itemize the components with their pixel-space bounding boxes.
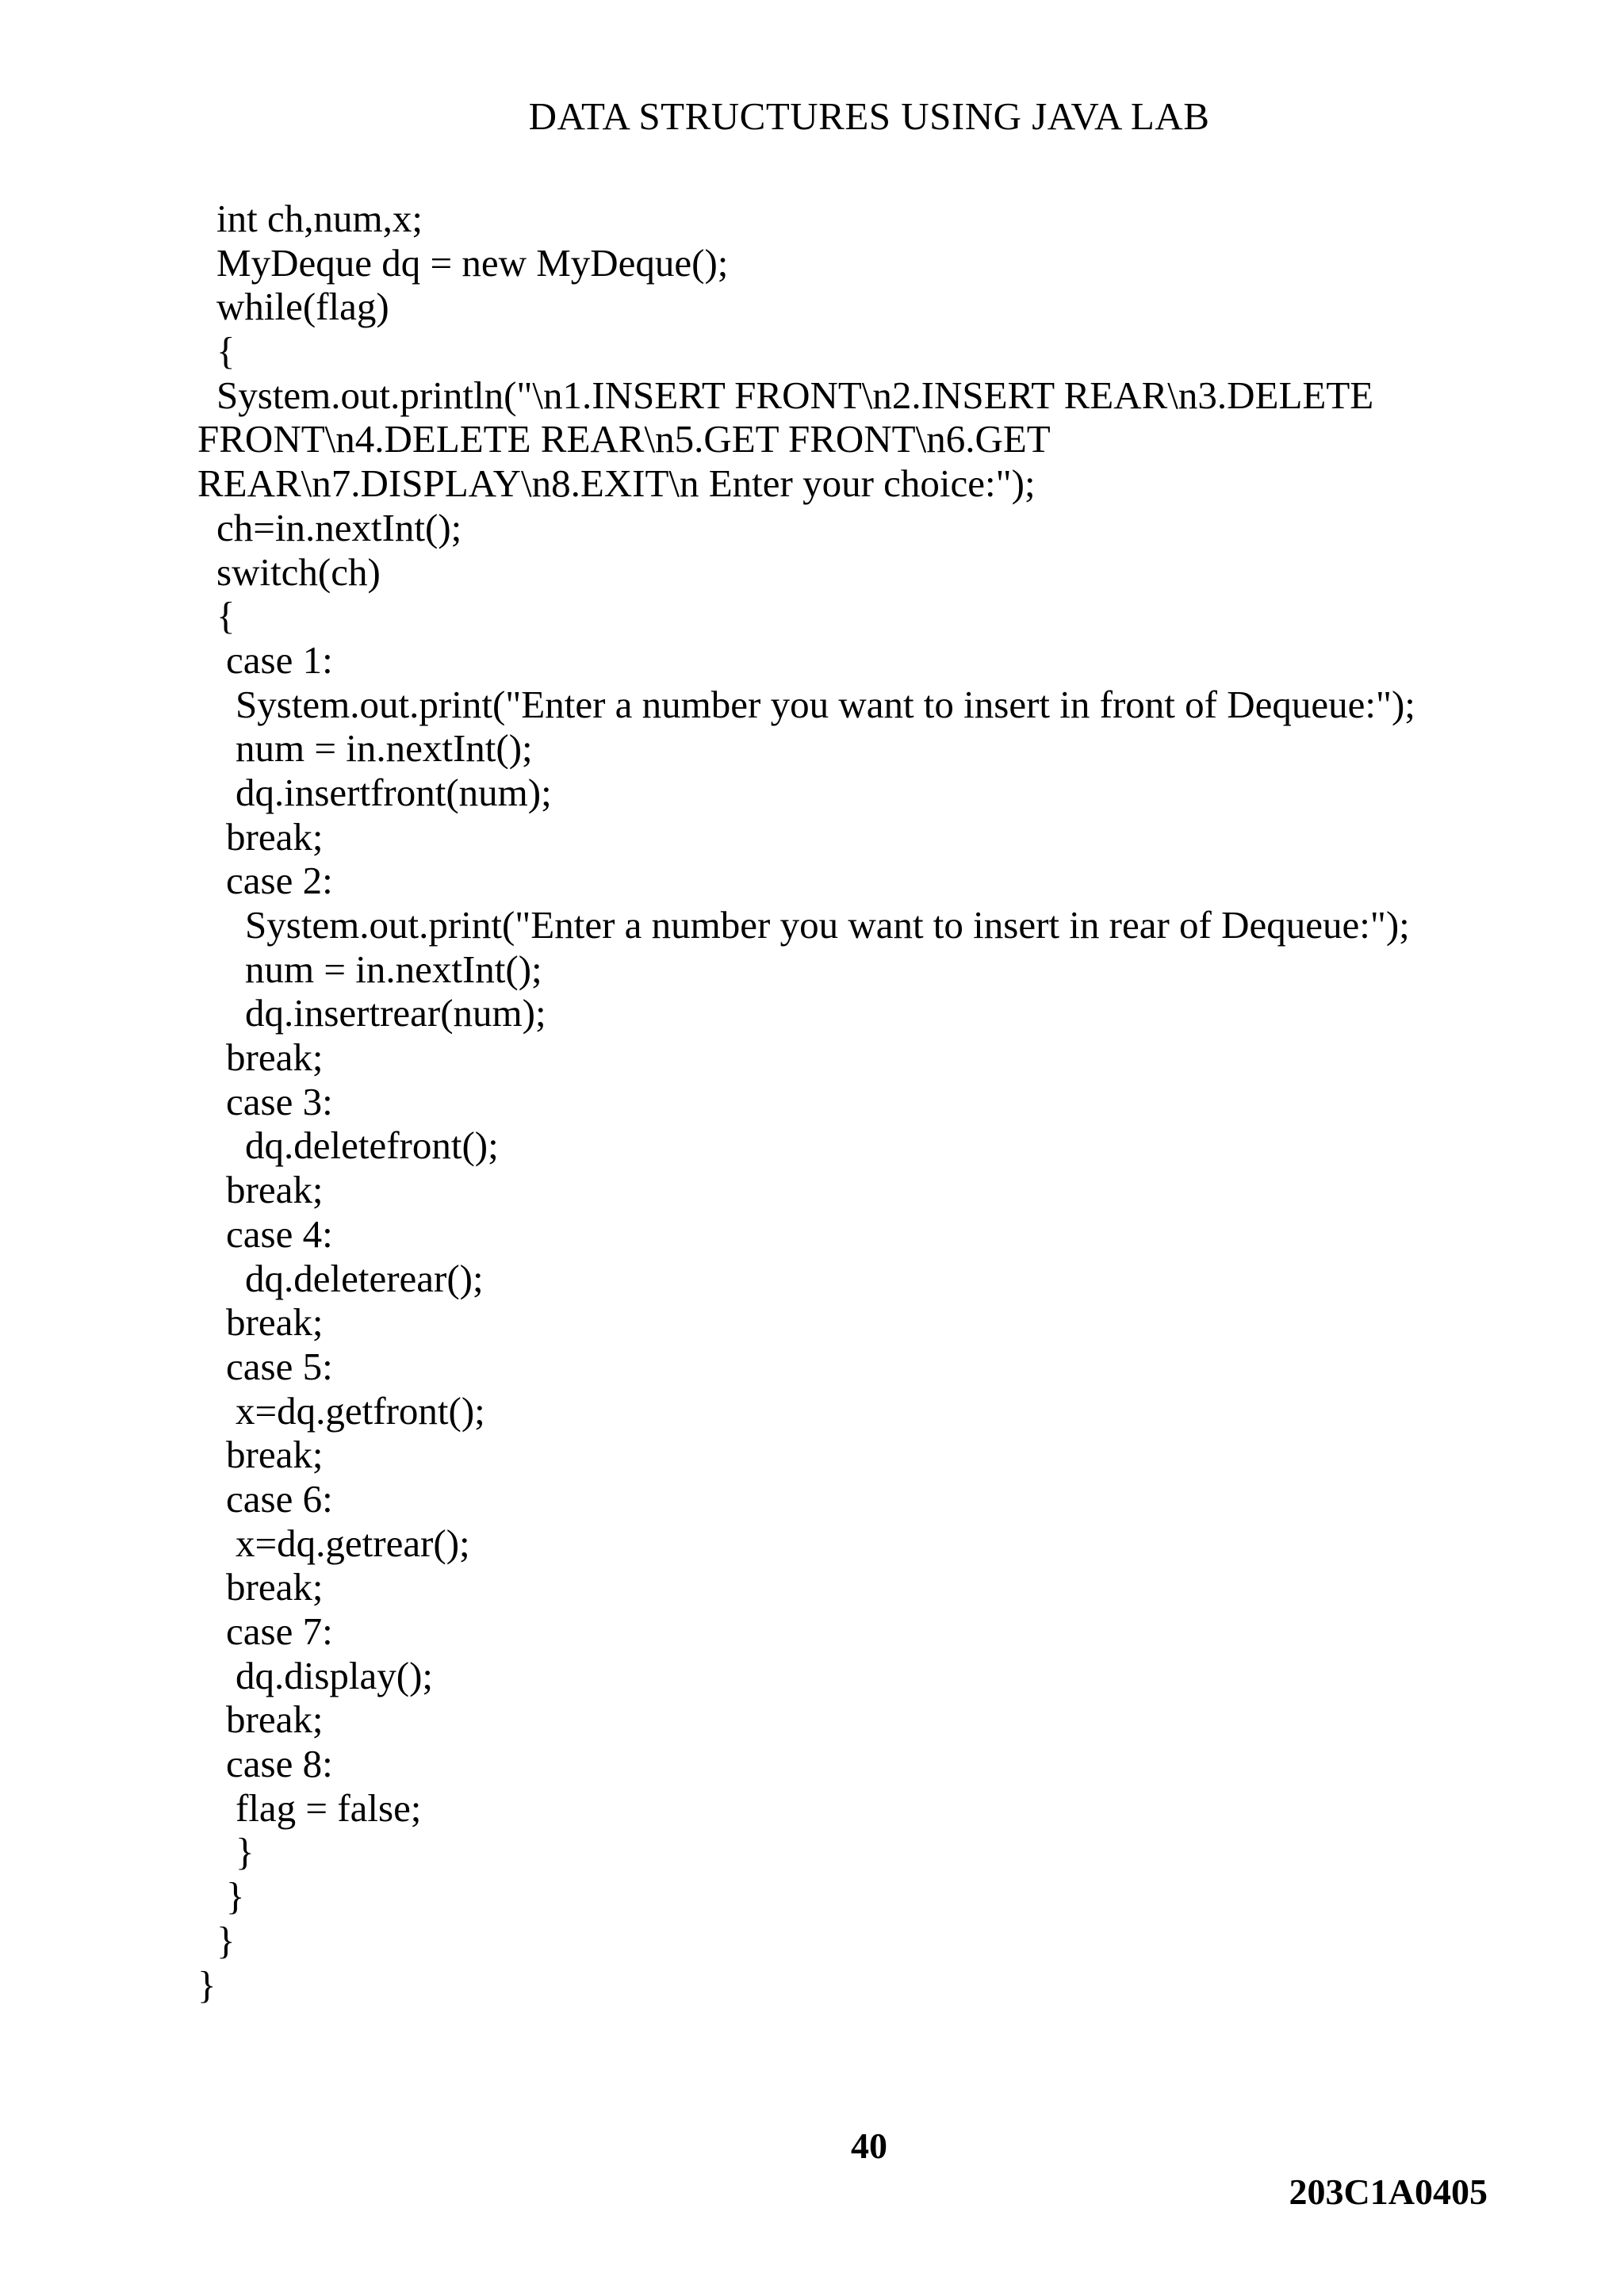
code-line: dq.deletefront(); (245, 1123, 499, 1168)
page-header: DATA STRUCTURES USING JAVA LAB (528, 94, 1210, 138)
code-line: } (197, 1962, 216, 2007)
code-line: case 2: (226, 859, 333, 903)
code-line: { (216, 594, 236, 638)
code-line: case 1: (226, 637, 333, 682)
code-line: case 8: (226, 1742, 333, 1786)
code-line: System.out.print("Enter a number you want to insert in rear of Dequeue:"); (245, 903, 1410, 947)
code-block (197, 197, 1561, 2007)
code-line: dq.deleterear(); (245, 1256, 484, 1300)
code-line: { (216, 329, 236, 373)
code-line: switch(ch) (216, 549, 381, 594)
code-line: } (226, 1874, 245, 1919)
code-line: } (216, 1918, 236, 1962)
code-line: break; (226, 814, 324, 859)
code-line: x=dq.getrear(); (236, 1521, 470, 1565)
code-line: case 4: (226, 1211, 333, 1256)
code-line: int ch,num,x; (216, 197, 423, 240)
code-line: flag = false; (236, 1785, 422, 1830)
code-line: dq.insertrear(num); (245, 991, 546, 1035)
code-line: break; (226, 1168, 324, 1212)
code-line: REAR\n7.DISPLAY\n8.EXIT\n Enter your choice:"); (197, 461, 1036, 506)
code-line: break; (226, 1433, 324, 1477)
code-line: dq.insertfront(num); (236, 770, 552, 814)
code-line: case 5: (226, 1344, 333, 1388)
code-line: break; (226, 1697, 324, 1742)
roll-number: 203C1A0405 (1289, 2172, 1488, 2212)
code-line: System.out.println("\n1.INSERT FRONT\n2.INSERT REAR\n3.DELETE (216, 373, 1374, 417)
code-line: num = in.nextInt(); (245, 947, 542, 991)
code-line: } (236, 1830, 255, 1874)
code-line: ch=in.nextInt(); (216, 505, 462, 549)
code-line: case 7: (226, 1609, 333, 1653)
code-line: x=dq.getfront(); (236, 1388, 485, 1433)
page-number: 40 (851, 2126, 887, 2166)
code-line: System.out.print("Enter a number you want to insert in front of Dequeue:"); (236, 682, 1415, 726)
code-line: case 6: (226, 1476, 333, 1521)
code-line: FRONT\n4.DELETE REAR\n5.GET FRONT\n6.GET (197, 417, 1051, 461)
code-line: break; (226, 1300, 324, 1345)
code-line: case 3: (226, 1079, 333, 1123)
code-line: break; (226, 1565, 324, 1609)
code-line: dq.display(); (236, 1653, 434, 1697)
code-line: while(flag) (216, 285, 389, 329)
code-line: break; (226, 1035, 324, 1080)
code-line: MyDeque dq = new MyDeque(); (216, 240, 729, 285)
code-line: num = in.nextInt(); (236, 726, 533, 771)
